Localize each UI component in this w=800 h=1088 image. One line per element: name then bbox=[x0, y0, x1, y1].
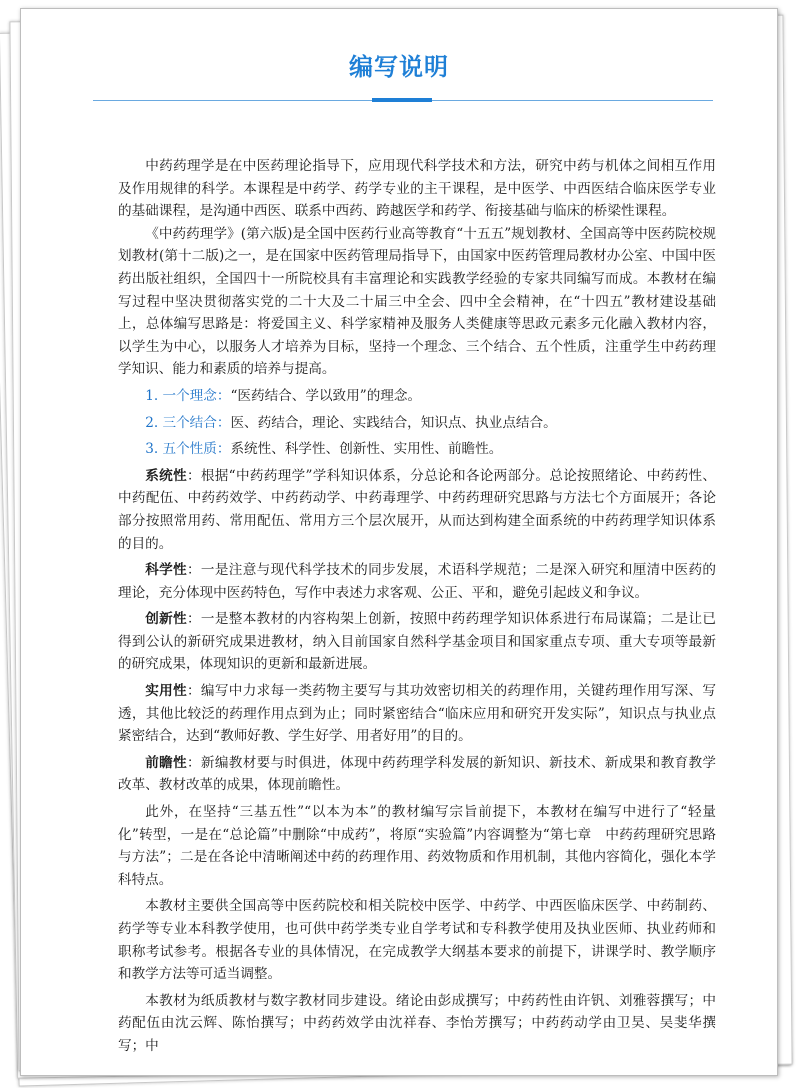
section-paragraph bbox=[118, 465, 716, 555]
section-text: ：编写中力求每一类药物主要写与其功效密切相关的药理作用，关键药理作用写深、写透，其他比较泛的药理作用点到为止；同时紧密结合“临床应用和研究开发实际”，知识点与执业点紧密结合，达到“教师好教、学生好学、用者好用”的目的。 bbox=[118, 683, 717, 745]
title-divider-accent bbox=[372, 98, 432, 102]
section-term: 系统性 bbox=[145, 467, 187, 484]
section-text: ：一是整本教材的内容构架上创新，按照中药药理学知识体系进行布局谋篇；二是让已得到公认的新研究成果进教材，纳入目前国家自然科学基金项目和国家重点专项、重大专项等最新的研究成果，体现知识的更新和最新进展。 bbox=[118, 611, 717, 673]
list-item-label: 3. 五个性质： bbox=[145, 441, 231, 458]
list-item bbox=[118, 385, 716, 408]
section-paragraph bbox=[118, 559, 716, 604]
paragraph: 中药药理学是在中医药理论指导下，应用现代科学技术和方法，研究中药与机体之间相互作用及作用规律的科学。本课程是中药学、药学专业的主干课程，是中医学、中西医结合临床医学专业的基础课程，是沟通中西医、联系中西药、跨越医学和药学、衔接基础与临床的桥梁性课程。 bbox=[118, 158, 716, 220]
section-text: ：根据“中药药理学”学科知识体系，分总论和各论两部分。总论按照绪论、中药药性、中药配伍、中药药效学、中药药动学、中药毒理学、中药药理研究思路与方法七个方面展开；各论部分按照常用药、常用配伍、常用方三个层次展开，从而达到构建全面系统的中药药理学知识体系的目的。 bbox=[118, 467, 716, 552]
page-title: 编写说明 bbox=[349, 53, 449, 81]
section-paragraph bbox=[118, 608, 716, 676]
document-body bbox=[118, 155, 716, 1058]
paragraph: 《中药药理学》(第六版)是全国中医药行业高等教育“十五五”规划教材、全国高等中医药院校规划教材(第十二版)之一，是在国家中医药管理局指导下，由国家中医药管理局教材办公室、中国中医药出版社组织，全国四十一所院校具有丰富理论和实践教学经验的专家共同编写而成。本教材在编写过程中坚决贯彻落实党的二十大及二十届三中全会、四中全会精神，在“十四五”教材建设基础上，总体编写思路是：将爱国主义、科学家精神及服务人类健康等思政元素多元化融入教材内容，以学生为中心，以服务人才培养为目标，坚持一个理念、三个结合、五个性质，注重学生中药药理学知识、能力和素质的培养与提高。 bbox=[118, 225, 716, 378]
paragraph: 本教材主要供全国高等中医药院校和相关院校中医学、中药学、中西医临床医学、中药制药、药学等专业本科教学使用，也可供中药学类专业自学考试和专科教学使用及执业医师、执业药师和职称考试参考。根据各专业的具体情况，在完成教学大纲基本要求的前提下，讲课学时、教学顺序和教学方法等可适当调整。 bbox=[118, 898, 716, 983]
section-term: 前瞻性 bbox=[145, 754, 187, 771]
section-term: 创新性 bbox=[145, 611, 187, 628]
paragraph: 本教材为纸质教材与数字教材同步建设。绪论由彭成撰写；中药药性由许钒、刘雅蓉撰写；中药配伍由沈云辉、陈怡撰写；中药药效学由沈祥春、李怡芳撰写；中药药动学由卫昊、吴斐华撰写；中 bbox=[118, 992, 716, 1054]
list-item bbox=[118, 438, 716, 461]
list-item bbox=[118, 412, 716, 435]
section-term: 实用性 bbox=[145, 683, 187, 700]
section-paragraph bbox=[118, 680, 716, 748]
section-term: 科学性 bbox=[145, 562, 187, 579]
paragraph: 此外，在坚持“三基五性”“以本为本”的教材编写宗旨前提下，本教材在编写中进行了“轻量化”转型，一是在“总论篇”中删除“中成药”，将原“实验篇”内容调整为“第七章 中药药理研究思路与方法”；二是在各论中清晰阐述中药的药理作用、药效物质和作用机制，其他内容简化，强化本学科特点。 bbox=[118, 804, 716, 888]
list-item-text: 系统性、科学性、创新性、实用性、前瞻性。 bbox=[230, 441, 503, 458]
section-text: ：一是注意与现代科学技术的同步发展，术语科学规范；二是深入研究和厘清中医药的理论，充分体现中医药特色，写作中表述力求客观、公正、平和，避免引起歧义和争议。 bbox=[118, 562, 717, 601]
section-text: ：新编教材要与时俱进，体现中药药理学科发展的新知识、新技术、新成果和教育教学改革、教材改革的成果，体现前瞻性。 bbox=[118, 754, 717, 794]
document-page bbox=[20, 8, 778, 1076]
section-paragraph bbox=[118, 752, 716, 797]
list-item-label: 2. 三个结合： bbox=[145, 414, 231, 431]
list-item-text: “医药结合、学以致用”的理念。 bbox=[230, 387, 422, 404]
list-item-label: 1. 一个理念： bbox=[145, 387, 231, 404]
list-item-text: 医、药结合，理论、实践结合，知识点、执业点结合。 bbox=[230, 414, 557, 431]
